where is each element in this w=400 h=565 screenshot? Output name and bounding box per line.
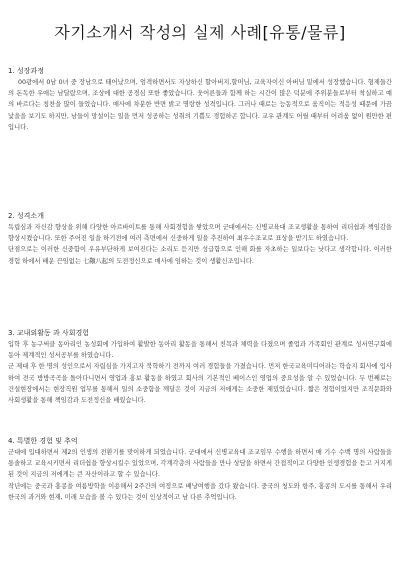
section-heading: 1. 성장과정 bbox=[8, 67, 44, 75]
section-paragraph: 작년에는 중국과 홍콩을 여름방학을 이용해서 2주간의 여정으로 배낭여행을 갔다 왔습니다. 중국의 청도와 항주, 홍콩의 도시를 통해서 우리 한국의 과거와 현재, 미래 모습을 볼 수 있다는 것이 인상적이고 남 다른 추억입니다. bbox=[8, 482, 392, 501]
section-heading: 4. 특별한 경험 및 추억 bbox=[8, 437, 78, 445]
document-title: 자기소개서 작성의 실제 사례[유통/물류] bbox=[54, 23, 346, 42]
section-paragraph: 00광에서 0남 0녀 중 장남으로 태어났으며, 엄격하면서도 자상하신 할아버지,할머님, 교육자이신 아버님 밑에서 성장했습니다. 형제들간의 돈독한 우애는 남달랐으며, 조상에 대한 공경심 또한 좋았습니다. 웃어른들과 함께 하는 시간이 많은 덕분에 주위분들로부터 착실하고 예의 바르다는 칭찬을 많이 들었습니다. 매사에 차분한 반면 밝고 명랑한 성격입니다. 그러나 때로는 능동적으로 움직이는 적응성 때문에 가끔 낯을을 보기도 하지만, 남들이 망설이는 일을 먼저 성공하는 성취의 기쁨도 경험하곤 합니다. 교우 관계도 어릴 때부터 어려움 없이 원만한 편입니다. bbox=[8, 79, 392, 131]
section-paragraph: 군대에 입대하면서 제2의 인생의 전환기를 맞이하게 되었습니다. 군대에서 신병교육대 조교임무 수행을 하면서 매 기수 수백 명의 사람들을 통솔하고 교육시키면서 리더쉽을 향상시킬수 있었으며, 각계각층의 사람들을 만나 상담을 하면서 간접적이고 다양한 인생경험을 듣고 거지게 된 것이 지금의 저에게는 큰 자산이라고 할 수 있습니다. bbox=[8, 449, 392, 479]
section-heading: 2. 성격소개 bbox=[8, 212, 44, 220]
section-heading: 3. 교내외활동 과 사회경험 bbox=[8, 329, 89, 337]
section-paragraph: 군 제대 후 한 명의 성인으로서 자립심을 가지고자 북학하기 전까지 여러 경험들을 가졌습니다. 먼저 한국교육미디어라는 학습지 회사에 입사하여 전국 방방곡곡을 돌아다니면서 영업과 홍보 활동을 하였고 회사의 기본적인 베이스인 영업의 중요성을 알 수 있었습니다. 두 번째로는 건설현장에서는 현장직원 업무를 통해서 일의 소중함을 깨달은 것이 지금의 저에게는 소중한 재밌었습니다. 짧은 경험이었지만 조직문화와 사회생활을 통해 책임감과 도전정신을 배웠습니다. bbox=[8, 363, 392, 405]
section-growth bbox=[8, 66, 392, 133]
section-activities bbox=[8, 328, 392, 406]
section-personality bbox=[8, 211, 392, 267]
section-paragraph: 독립심과 자신감 향상을 위해 다양한 아르바이트를 통해 사회경험을 쌓았으며 군대에서는 신병교육대 조교생활을 통하여 리더쉽과 책임감을 향상시켰습니다. 또한 주어진 일을 하기전에 여러 측면에서 신중하게 일을 추진하여 최우수조교로 표상을 받기도 하였습니다. bbox=[8, 224, 392, 243]
section-special-experience bbox=[8, 436, 392, 503]
section-paragraph: 입학 후 농구써클 동아리인 농성회에 가입하여 활발한 동아리 활동을 통해서 친목과 체력을 다졌으며 졸업과 가족회인 관계로 성서연구회에 동아 제계적인 성서공부를 하였습니다. bbox=[8, 341, 392, 360]
section-paragraph: 단점으로는 이러한 신중함이 우유부단하게 보여진다는 소리도 듣지만 성급함으로 인해 화를 자초하는 일보다는 낫다고 생각합니다. 이러한 경험 하에서 배운 끈임없는 七顚八起의 도전정신으로 매사에 임하는 것이 생활신조입니다. bbox=[8, 246, 392, 265]
